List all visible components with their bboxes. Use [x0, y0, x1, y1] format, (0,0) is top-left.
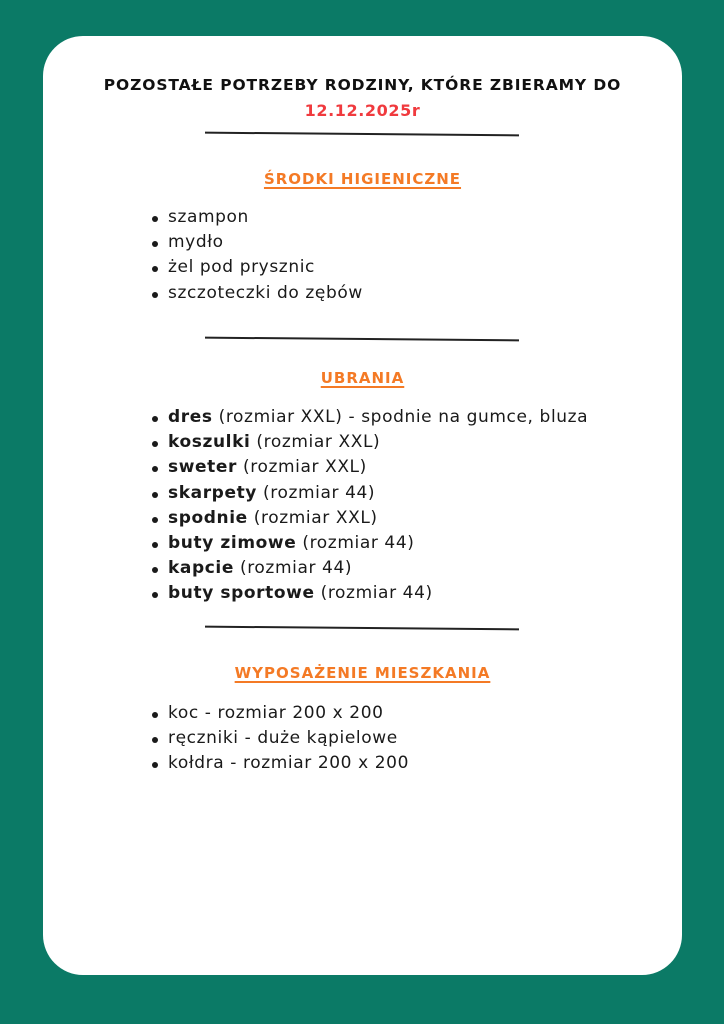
list-item: kołdra - rozmiar 200 x 200 [151, 751, 409, 776]
clothes-list [151, 405, 588, 607]
divider [205, 132, 519, 137]
list-item: buty sportowe (rozmiar 44) [151, 581, 588, 606]
list-item: buty zimowe (rozmiar 44) [151, 531, 588, 556]
list-item: szczoteczki do zębów [151, 281, 363, 306]
list-item: spodnie (rozmiar XXL) [151, 506, 588, 531]
section-heading-clothes: UBRANIA [320, 369, 405, 387]
section-heading-home-equipment: WYPOSAŻENIE MIESZKANIA [234, 664, 491, 682]
list-item: kapcie (rozmiar 44) [151, 556, 588, 581]
deadline-date: 12.12.2025r [304, 101, 421, 120]
list-item: koszulki (rozmiar XXL) [151, 430, 588, 455]
list-item: koc - rozmiar 200 x 200 [151, 701, 409, 726]
list-item: dres (rozmiar XXL) - spodnie na gumce, bluza [151, 405, 588, 430]
divider [205, 337, 519, 342]
home-equipment-list [151, 701, 409, 777]
list-item: ręczniki - duże kąpielowe [151, 726, 409, 751]
needs-list-card [43, 36, 682, 975]
page-title [43, 72, 682, 124]
list-item: skarpety (rozmiar 44) [151, 481, 588, 506]
list-item: mydło [151, 230, 363, 255]
hygiene-list [151, 205, 363, 306]
divider [205, 626, 519, 631]
list-item: żel pod prysznic [151, 255, 363, 280]
title-text: POZOSTAŁE POTRZEBY RODZINY, KTÓRE ZBIERAMY DO [103, 76, 622, 94]
section-heading-hygiene: ŚRODKI HIGIENICZNE [263, 170, 462, 188]
list-item: sweter (rozmiar XXL) [151, 455, 588, 480]
list-item: szampon [151, 205, 363, 230]
